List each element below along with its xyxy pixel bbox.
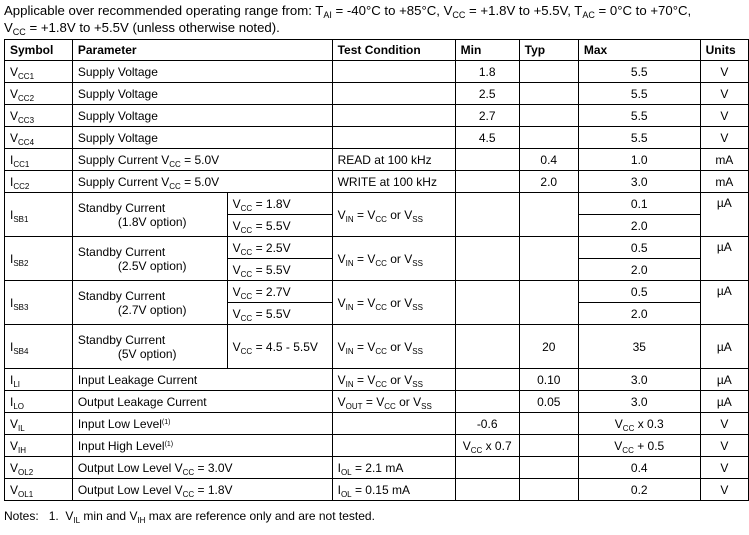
parameter-cell: Supply Voltage: [72, 83, 332, 105]
typ-cell: [519, 83, 578, 105]
units-cell: µA: [700, 237, 748, 281]
max-cell: 3.0: [578, 369, 700, 391]
table-row: [5, 325, 749, 369]
min-cell: [455, 479, 519, 501]
parameter-cell: Standby Current (2.7V option): [72, 281, 227, 325]
max-cell: 5.5: [578, 105, 700, 127]
table-row: [5, 193, 749, 215]
intro-line-1: Applicable over recommended operating range from: $T_{AI} = -40^\circ C$ to +85°C, $V_{CC} = +1.8V$ to +5.5V, $T_{AC} = 0^\circ C$ to +70°C,: [4, 3, 692, 20]
header-min: Min: [455, 40, 519, 61]
parameter-cell: Supply Voltage: [72, 105, 332, 127]
header-row: [5, 40, 749, 61]
test-condition-cell: $V_{IN} = V_{CC}$ or $V_{SS}$: [332, 193, 455, 237]
parameter-cell: Supply Current $V_{CC} = 5.0V$: [72, 171, 332, 193]
table-row: [5, 105, 749, 127]
notes: [4, 509, 375, 523]
test-condition-cell: [332, 83, 455, 105]
max-cell: 3.0: [578, 171, 700, 193]
parameter-cell: Output Low Level $V_{CC} = 3.0V$: [72, 457, 332, 479]
max-cell: 2.0: [578, 303, 700, 325]
units-cell: µA: [700, 391, 748, 413]
max-cell: 0.5: [578, 281, 700, 303]
max-cell: 0.2: [578, 479, 700, 501]
header-typ: Typ: [519, 40, 578, 61]
min-cell: -0.6: [455, 413, 519, 435]
symbol-cell: $I_{CC1}$: [5, 149, 73, 171]
symbol-cell: $V_{CC3}$: [5, 105, 73, 127]
table-row: [5, 61, 749, 83]
supply-condition-cell: $V_{CC} = 5.5V$: [227, 259, 332, 281]
min-cell: 1.8: [455, 61, 519, 83]
symbol-cell: $I_{LO}$: [5, 391, 73, 413]
table-row: [5, 479, 749, 501]
min-cell: [455, 391, 519, 413]
typ-cell: [519, 457, 578, 479]
symbol-cell: $I_{SB4}$: [5, 325, 73, 369]
test-condition-cell: [332, 435, 455, 457]
typ-cell: [519, 61, 578, 83]
parameter-cell: Output Low Level $V_{CC} = 1.8V$: [72, 479, 332, 501]
note-number: 1.: [48, 509, 59, 523]
table-row: [5, 413, 749, 435]
typ-cell: [519, 237, 578, 281]
parameter-cell: Output Leakage Current: [72, 391, 332, 413]
header-symbol: Symbol: [5, 40, 73, 61]
min-cell: 2.5: [455, 83, 519, 105]
units-cell: µA: [700, 369, 748, 391]
supply-condition-cell: $V_{CC} = 5.5V$: [227, 303, 332, 325]
typ-cell: 20: [519, 325, 578, 369]
units-cell: V: [700, 435, 748, 457]
test-condition-cell: $V_{IN} = V_{CC}$ or $V_{SS}$: [332, 325, 455, 369]
typ-cell: 0.4: [519, 149, 578, 171]
table-row: [5, 127, 749, 149]
symbol-cell: $I_{CC2}$: [5, 171, 73, 193]
symbol-cell: $V_{OL1}$: [5, 479, 73, 501]
intro-text: [4, 2, 744, 36]
units-cell: µA: [700, 193, 748, 237]
max-cell: 5.5: [578, 61, 700, 83]
units-cell: V: [700, 83, 748, 105]
units-cell: mA: [700, 171, 748, 193]
min-cell: [455, 457, 519, 479]
max-cell: 35: [578, 325, 700, 369]
typ-cell: [519, 413, 578, 435]
table-row: [5, 149, 749, 171]
dc-characteristics-table: [4, 39, 749, 501]
units-cell: V: [700, 61, 748, 83]
max-cell: 5.5: [578, 127, 700, 149]
typ-cell: 0.05: [519, 391, 578, 413]
min-cell: 4.5: [455, 127, 519, 149]
max-cell: 0.4: [578, 457, 700, 479]
typ-cell: [519, 281, 578, 325]
test-condition-cell: [332, 127, 455, 149]
units-cell: V: [700, 457, 748, 479]
header-max: Max: [578, 40, 700, 61]
min-cell: [455, 193, 519, 237]
symbol-cell: $V_{CC4}$: [5, 127, 73, 149]
typ-cell: 0.10: [519, 369, 578, 391]
table-row: [5, 457, 749, 479]
test-condition-cell: [332, 61, 455, 83]
max-cell: 2.0: [578, 259, 700, 281]
min-cell: [455, 325, 519, 369]
table-row: [5, 237, 749, 259]
test-condition-cell: READ at 100 kHz: [332, 149, 455, 171]
symbol-cell: $I_{LI}$: [5, 369, 73, 391]
symbol-cell: $V_{IL}$: [5, 413, 73, 435]
typ-cell: [519, 435, 578, 457]
parameter-cell: Input High Level$^{(1)}$: [72, 435, 332, 457]
test-condition-cell: $I_{OL} = 0.15$ mA: [332, 479, 455, 501]
min-cell: [455, 369, 519, 391]
symbol-cell: $I_{SB1}$: [5, 193, 73, 237]
table-row: [5, 435, 749, 457]
max-cell: 5.5: [578, 83, 700, 105]
max-cell: 0.1: [578, 193, 700, 215]
units-cell: µA: [700, 281, 748, 325]
parameter-cell: Supply Voltage: [72, 127, 332, 149]
table-row: [5, 171, 749, 193]
max-cell: 3.0: [578, 391, 700, 413]
supply-condition-cell: $V_{CC} = 1.8V$: [227, 193, 332, 215]
units-cell: V: [700, 479, 748, 501]
parameter-cell: Supply Current $V_{CC} = 5.0V$: [72, 149, 332, 171]
test-condition-cell: $V_{IN} = V_{CC}$ or $V_{SS}$: [332, 369, 455, 391]
symbol-cell: $V_{CC2}$: [5, 83, 73, 105]
min-cell: [455, 149, 519, 171]
table-row: [5, 391, 749, 413]
max-cell: 2.0: [578, 215, 700, 237]
table-row: [5, 83, 749, 105]
min-cell: 2.7: [455, 105, 519, 127]
typ-cell: [519, 193, 578, 237]
units-cell: V: [700, 413, 748, 435]
test-condition-cell: $V_{OUT} = V_{CC}$ or $V_{SS}$: [332, 391, 455, 413]
test-condition-cell: [332, 105, 455, 127]
header-units: Units: [700, 40, 748, 61]
table-row: [5, 281, 749, 303]
test-condition-cell: $I_{OL} = 2.1$ mA: [332, 457, 455, 479]
note-text: $V_{IL}$ min and $V_{IH}$ max are reference only and are not tested.: [65, 509, 375, 525]
symbol-cell: $V_{CC1}$: [5, 61, 73, 83]
max-cell: $V_{CC} + 0.5$: [578, 435, 700, 457]
symbol-cell: $V_{OL2}$: [5, 457, 73, 479]
supply-condition-cell: $V_{CC} = 2.7V$: [227, 281, 332, 303]
typ-cell: [519, 479, 578, 501]
max-cell: 1.0: [578, 149, 700, 171]
parameter-cell: Standby Current (1.8V option): [72, 193, 227, 237]
parameter-cell: Supply Voltage: [72, 61, 332, 83]
parameter-cell: Input Leakage Current: [72, 369, 332, 391]
units-cell: µA: [700, 325, 748, 369]
typ-cell: [519, 105, 578, 127]
symbol-cell: $I_{SB3}$: [5, 281, 73, 325]
header-parameter: Parameter: [72, 40, 332, 61]
min-cell: [455, 171, 519, 193]
header-test-condition: Test Condition: [332, 40, 455, 61]
table-row: [5, 369, 749, 391]
units-cell: mA: [700, 149, 748, 171]
intro-line-2: $V_{CC} = +1.8V$ to +5.5V (unless otherwise noted).: [4, 20, 280, 37]
typ-cell: [519, 127, 578, 149]
max-cell: $V_{CC}$ x 0.3: [578, 413, 700, 435]
parameter-cell: Input Low Level$^{(1)}$: [72, 413, 332, 435]
typ-cell: 2.0: [519, 171, 578, 193]
test-condition-cell: $V_{IN} = V_{CC}$ or $V_{SS}$: [332, 237, 455, 281]
parameter-cell: Standby Current (2.5V option): [72, 237, 227, 281]
symbol-cell: $V_{IH}$: [5, 435, 73, 457]
min-cell: [455, 237, 519, 281]
units-cell: V: [700, 127, 748, 149]
supply-condition-cell: $V_{CC} = 5.5V$: [227, 215, 332, 237]
supply-condition-cell: $V_{CC} = 2.5V$: [227, 237, 332, 259]
parameter-cell: Standby Current (5V option): [72, 325, 227, 369]
units-cell: V: [700, 105, 748, 127]
test-condition-cell: WRITE at 100 kHz: [332, 171, 455, 193]
test-condition-cell: [332, 413, 455, 435]
notes-label: Notes:: [4, 509, 39, 523]
test-condition-cell: $V_{IN} = V_{CC}$ or $V_{SS}$: [332, 281, 455, 325]
max-cell: 0.5: [578, 237, 700, 259]
symbol-cell: $I_{SB2}$: [5, 237, 73, 281]
supply-condition-cell: $V_{CC} = 4.5 - 5.5V$: [227, 325, 332, 369]
min-cell: $V_{CC}$ x 0.7: [455, 435, 519, 457]
min-cell: [455, 281, 519, 325]
